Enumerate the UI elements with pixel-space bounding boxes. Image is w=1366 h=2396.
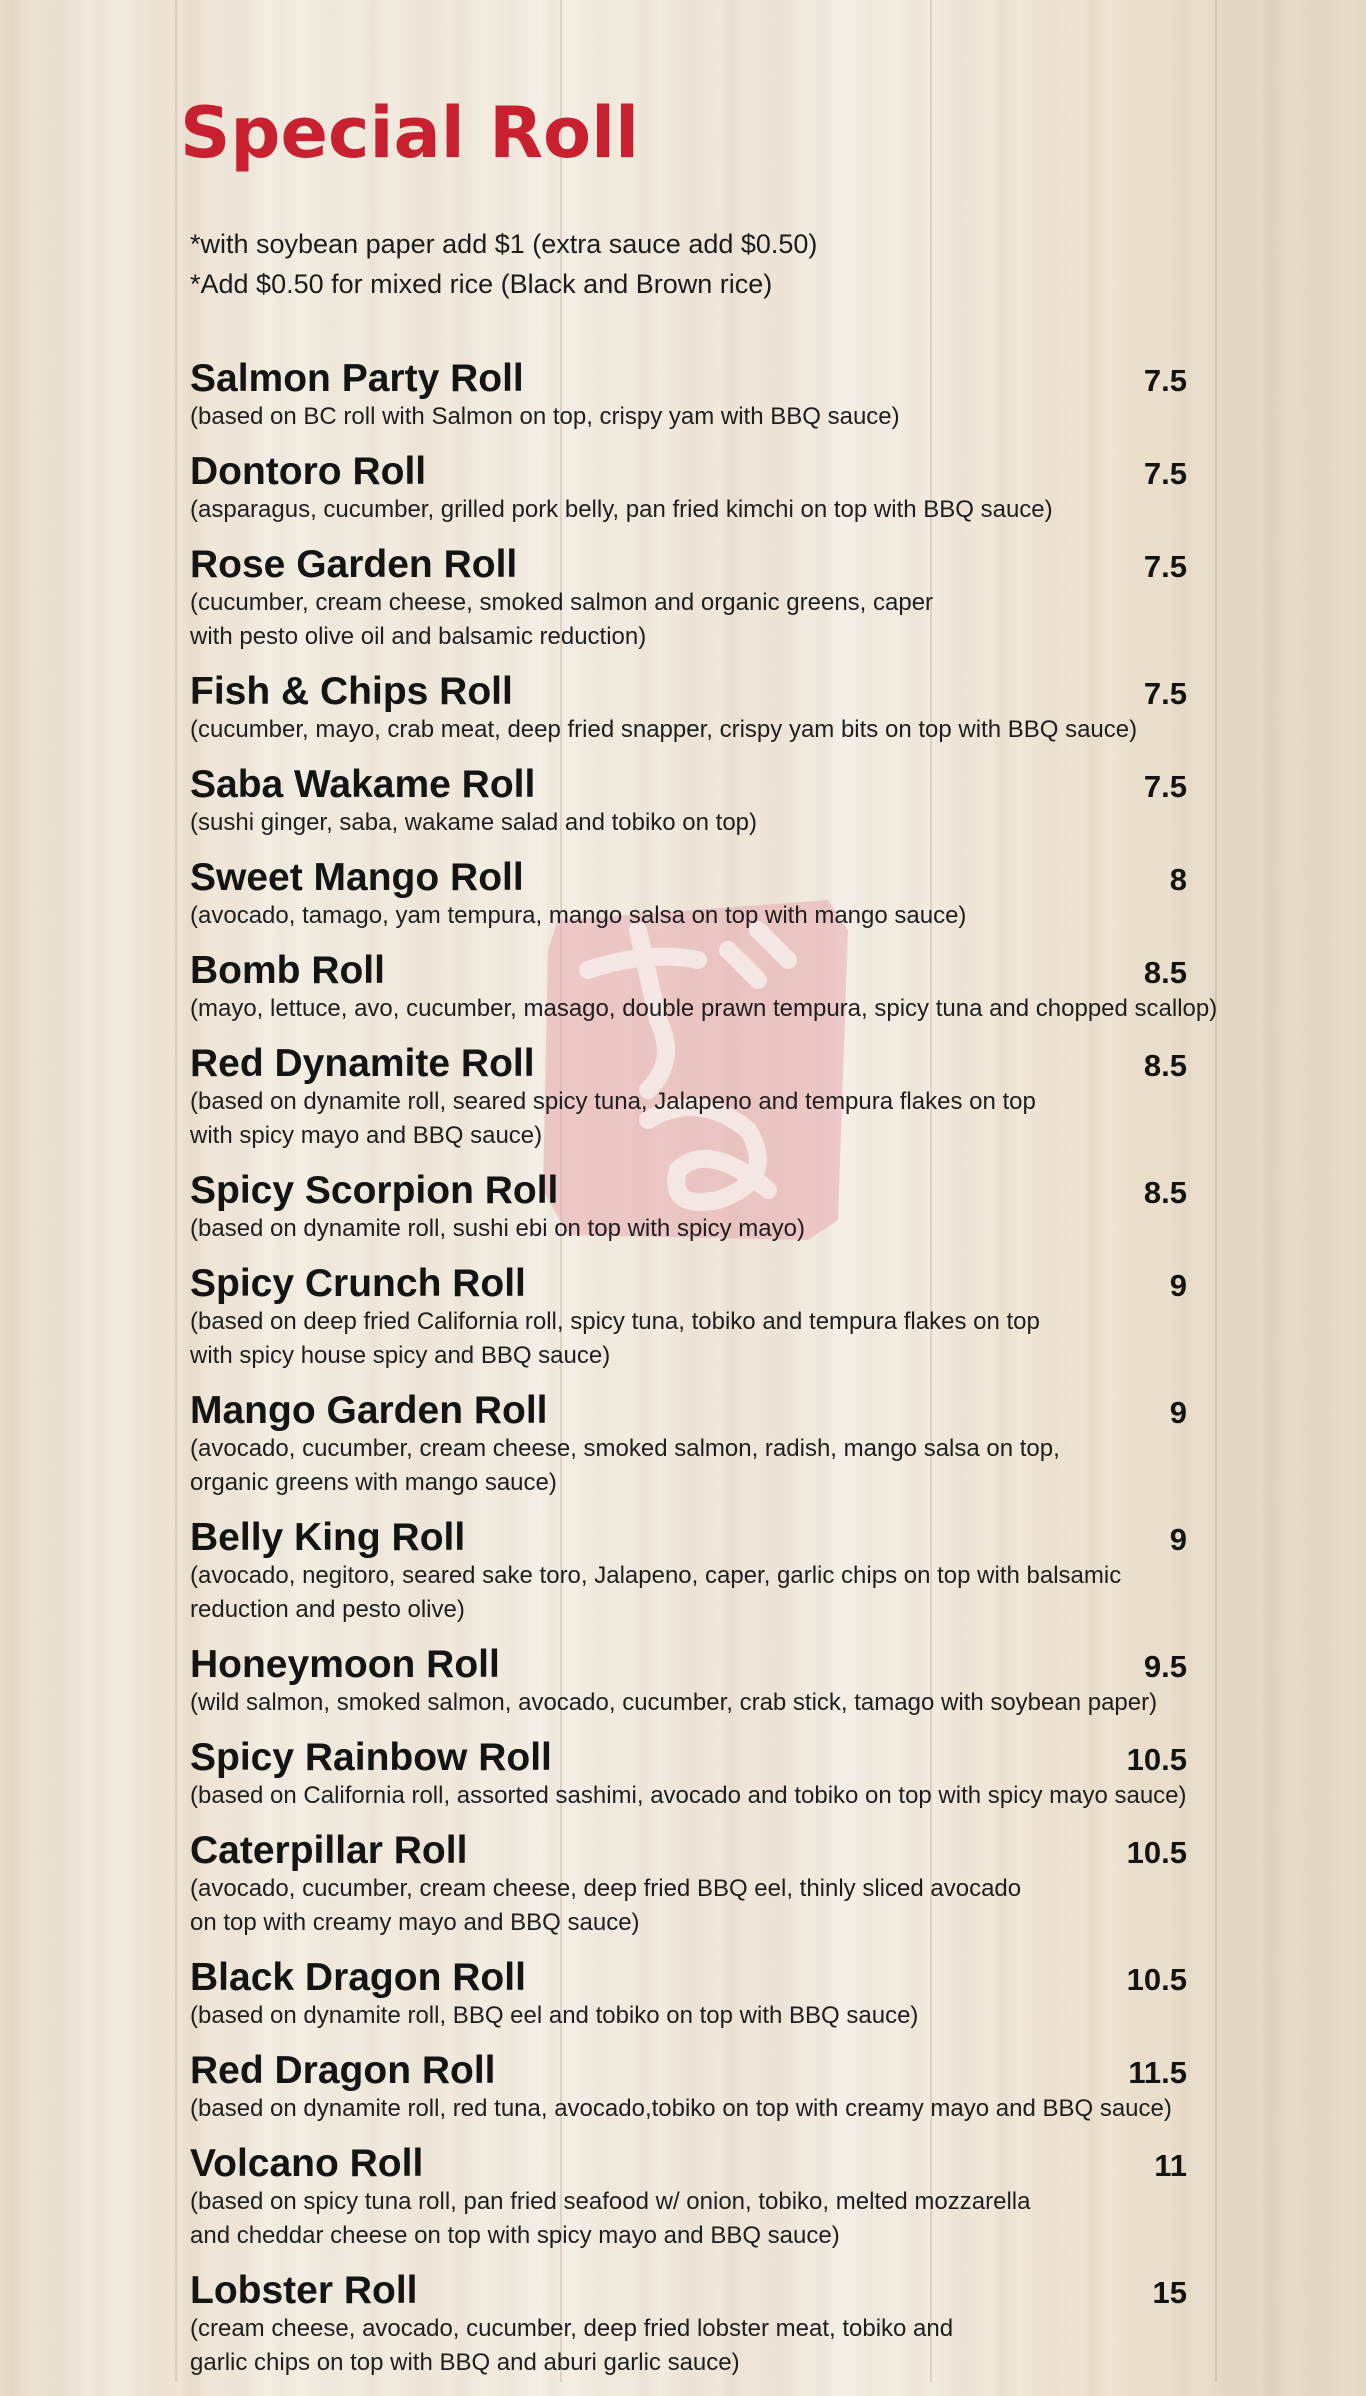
menu-item-price: 7.5 xyxy=(1143,456,1187,491)
menu-item-header xyxy=(190,2142,1200,2186)
menu-item-description-line: (avocado, tamago, yam tempura, mango salsa on top with mango sauce) xyxy=(190,902,967,929)
menu-item-header xyxy=(190,357,1200,401)
menu-item-description xyxy=(190,2185,1200,2253)
menu-item-description-line: (avocado, negitoro, seared sake toro, Jalapeno, caper, garlic chips on top with balsamic xyxy=(190,1562,1122,1589)
menu-item xyxy=(190,2049,1200,2126)
menu-item-description-line: (avocado, cucumber, cream cheese, smoked salmon, radish, mango salsa on top, xyxy=(190,1435,1060,1462)
menu-item-header xyxy=(190,1262,1200,1306)
menu-item-header xyxy=(190,1829,1200,1873)
menu-item-description-line: (based on dynamite roll, sushi ebi on top with spicy mayo) xyxy=(190,1215,805,1242)
menu-item-description-line: (based on deep fried California roll, spicy tuna, tobiko and tempura flakes on top xyxy=(190,1308,1040,1335)
menu-item-description-line: (cucumber, cream cheese, smoked salmon and organic greens, caper xyxy=(190,589,934,616)
menu-item-description-line: (asparagus, cucumber, grilled pork belly, pan fried kimchi on top with BBQ sauce) xyxy=(190,496,1053,523)
menu-item-description xyxy=(190,713,1200,747)
menu-item-name: Spicy Crunch Roll xyxy=(190,1262,526,1305)
menu-item-price: 9 xyxy=(1169,1522,1187,1557)
menu-item-header xyxy=(190,1389,1200,1433)
note-soybean-paper: *with soybean paper add $1 (extra sauce add $0.50) xyxy=(190,229,818,259)
menu-item-price: 15 xyxy=(1152,2275,1187,2310)
menu-item-description xyxy=(190,400,1200,434)
menu-item-price: 7.5 xyxy=(1143,549,1187,584)
menu-item-name: Caterpillar Roll xyxy=(190,1829,468,1872)
menu-item-price: 9 xyxy=(1169,1395,1187,1430)
menu-item-description xyxy=(190,1686,1200,1720)
menu-item-description xyxy=(190,1559,1200,1627)
menu-item-description-line: with spicy mayo and BBQ sauce) xyxy=(190,1122,543,1149)
menu-item-description-line: (cream cheese, avocado, cucumber, deep fried lobster meat, tobiko and xyxy=(190,2315,954,2342)
menu-item-name: Red Dynamite Roll xyxy=(190,1042,535,1085)
menu-item-header xyxy=(190,856,1200,900)
menu-item-header xyxy=(190,2049,1200,2093)
menu-notes xyxy=(190,224,817,304)
menu-item-header xyxy=(190,450,1200,494)
note-mixed-rice: *Add $0.50 for mixed rice (Black and Brown rice) xyxy=(190,269,773,299)
menu-item-header xyxy=(190,1736,1200,1780)
menu-item-description xyxy=(190,899,1200,933)
menu-item-price: 10.5 xyxy=(1126,1962,1187,1997)
menu-item-description xyxy=(190,992,1218,1026)
menu-item xyxy=(190,2269,1200,2380)
menu-item-header xyxy=(190,670,1200,714)
menu-item-description-line: (based on dynamite roll, seared spicy tuna, Jalapeno and tempura flakes on top xyxy=(190,1088,1036,1115)
menu-item-header xyxy=(190,2269,1200,2313)
menu-item-description-line: with spicy house spicy and BBQ sauce) xyxy=(190,1342,611,1369)
menu-item-name: Sweet Mango Roll xyxy=(190,856,524,899)
menu-item-price: 10.5 xyxy=(1126,1742,1187,1777)
menu-item-price: 10.5 xyxy=(1126,1835,1187,1870)
menu-item-price: 11 xyxy=(1154,2148,1187,2183)
menu-item-description-line: (mayo, lettuce, avo, cucumber, masago, double prawn tempura, spicy tuna and chopped scallop) xyxy=(190,995,1218,1022)
menu-item-description xyxy=(190,1085,1200,1153)
menu-item-header xyxy=(190,1169,1200,1213)
menu-item-header xyxy=(190,1643,1200,1687)
menu-item xyxy=(190,1169,1200,1246)
menu-item xyxy=(190,1643,1200,1720)
menu-item-description-line: organic greens with mango sauce) xyxy=(190,1469,557,1496)
roll-list xyxy=(190,357,1218,2396)
menu-item-name: Dontoro Roll xyxy=(190,450,427,493)
menu-item-description-line: (cucumber, mayo, crab meat, deep fried snapper, crispy yam bits on top with BBQ sauce) xyxy=(190,716,1138,743)
menu-item-price: 8.5 xyxy=(1143,1048,1187,1083)
menu-item xyxy=(190,450,1200,527)
menu-item-description-line: on top with creamy mayo and BBQ sauce) xyxy=(190,1909,640,1936)
menu-item-name: Fish & Chips Roll xyxy=(190,670,513,713)
menu-item-description xyxy=(190,1872,1200,1940)
menu-item-description-line: (based on BC roll with Salmon on top, crispy yam with BBQ sauce) xyxy=(190,403,900,430)
menu-item-description xyxy=(190,1212,1200,1246)
menu-item xyxy=(190,543,1200,654)
menu-item xyxy=(190,1829,1200,1940)
menu-item xyxy=(190,2142,1200,2253)
menu-item-description xyxy=(190,1999,1200,2033)
menu-item-header xyxy=(190,1042,1200,1086)
menu-item-description xyxy=(190,493,1200,527)
menu-item-description xyxy=(190,586,1200,654)
menu-item-description xyxy=(190,2092,1200,2126)
menu-item-header xyxy=(190,543,1200,587)
menu-item-description xyxy=(190,806,1200,840)
menu-item-description-line: (based on spicy tuna roll, pan fried seafood w/ onion, tobiko, melted mozzarella xyxy=(190,2188,1031,2215)
menu-item-name: Lobster Roll xyxy=(190,2269,418,2312)
menu-item-name: Honeymoon Roll xyxy=(190,1643,500,1686)
menu-item-price: 7.5 xyxy=(1143,676,1187,711)
menu-item xyxy=(190,1516,1200,1627)
menu-item-name: Saba Wakame Roll xyxy=(190,763,536,806)
menu-item-price: 8.5 xyxy=(1143,955,1187,990)
menu-item-name: Red Dragon Roll xyxy=(190,2049,496,2092)
menu-item-description xyxy=(190,2312,1200,2380)
menu-item xyxy=(190,1042,1200,1153)
menu-item-description xyxy=(190,1305,1200,1373)
menu-item-price: 9 xyxy=(1169,1268,1187,1303)
menu-item-header xyxy=(190,1516,1200,1560)
menu-item xyxy=(190,1262,1200,1373)
menu-item-description-line: (wild salmon, smoked salmon, avocado, cucumber, crab stick, tamago with soybean paper) xyxy=(190,1689,1158,1716)
page-title: Special Roll xyxy=(180,92,640,174)
menu-item-price: 8 xyxy=(1169,862,1187,897)
menu-item-description-line: with pesto olive oil and balsamic reduction) xyxy=(190,623,647,650)
menu-item-header xyxy=(190,949,1200,993)
menu-item-name: Mango Garden Roll xyxy=(190,1389,548,1432)
menu-item xyxy=(190,1389,1200,1500)
menu-item-name: Volcano Roll xyxy=(190,2142,424,2185)
menu-item-header xyxy=(190,763,1200,807)
menu-item-description xyxy=(190,1779,1200,1813)
menu-item xyxy=(190,856,1200,933)
menu-item xyxy=(190,763,1200,840)
menu-item-name: Black Dragon Roll xyxy=(190,1956,526,1999)
menu-item-description-line: (based on dynamite roll, BBQ eel and tobiko on top with BBQ sauce) xyxy=(190,2002,919,2029)
menu-item-name: Spicy Scorpion Roll xyxy=(190,1169,559,1212)
menu-item-header xyxy=(190,1956,1200,2000)
menu-item-name: Belly King Roll xyxy=(190,1516,466,1559)
menu-item xyxy=(190,670,1200,747)
menu-item-description-line: and cheddar cheese on top with spicy mayo and BBQ sauce) xyxy=(190,2222,840,2249)
menu-item-price: 7.5 xyxy=(1143,363,1187,398)
menu-item-description xyxy=(190,1432,1200,1500)
menu-item xyxy=(190,949,1218,1026)
menu-item-price: 11.5 xyxy=(1128,2055,1187,2090)
menu-item xyxy=(190,357,1200,434)
menu-item-description-line: (sushi ginger, saba, wakame salad and tobiko on top) xyxy=(190,809,758,836)
menu-item xyxy=(190,1736,1200,1813)
menu-item-price: 7.5 xyxy=(1143,769,1187,804)
menu-item-description-line: garlic chips on top with BBQ and aburi garlic sauce) xyxy=(190,2349,740,2376)
menu-item-description-line: reduction and pesto olive) xyxy=(190,1596,465,1623)
menu-item-name: Rose Garden Roll xyxy=(190,543,518,586)
menu-item-description-line: (based on California roll, assorted sashimi, avocado and tobiko on top with spicy mayo sauce) xyxy=(190,1782,1187,1809)
menu-item-name: Salmon Party Roll xyxy=(190,357,524,400)
menu-item-name: Bomb Roll xyxy=(190,949,385,992)
menu-item-price: 8.5 xyxy=(1143,1175,1187,1210)
menu-item xyxy=(190,1956,1200,2033)
menu-item-description-line: (based on dynamite roll, red tuna, avocado,tobiko on top with creamy mayo and BBQ sauce) xyxy=(190,2095,1172,2122)
menu-item-description-line: (avocado, cucumber, cream cheese, deep fried BBQ eel, thinly sliced avocado xyxy=(190,1875,1022,1902)
menu-item-name: Spicy Rainbow Roll xyxy=(190,1736,552,1779)
menu-item-price: 9.5 xyxy=(1143,1649,1187,1684)
